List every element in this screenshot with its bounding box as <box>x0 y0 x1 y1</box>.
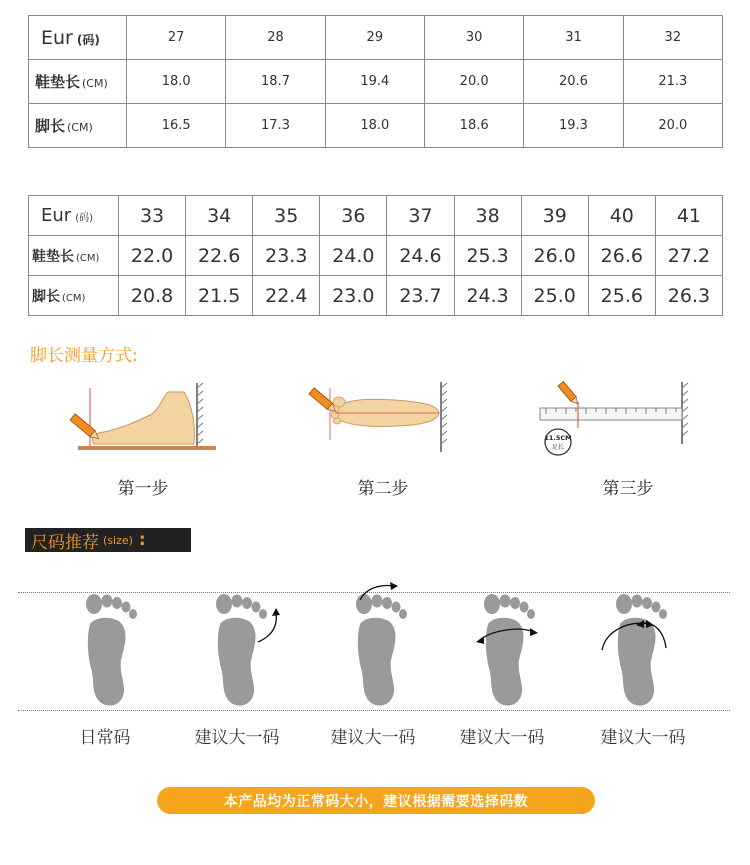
size-recommend-title: 尺码推荐 <box>31 532 99 553</box>
table-cell: 24.0 <box>320 236 387 276</box>
footprint-normal-icon <box>70 590 150 710</box>
table-cell: 20.8 <box>119 276 186 316</box>
table-cell: 22.0 <box>119 236 186 276</box>
foot-label-size-up-2: 建议大一码 <box>330 728 416 748</box>
table-cell: 19.4 <box>325 60 424 104</box>
table-cell: 29 <box>325 16 424 60</box>
table-cell: 18.0 <box>127 60 226 104</box>
table-row-eur <box>29 196 723 236</box>
table-cell: 39 <box>521 196 588 236</box>
ruler-badge-value: 11.5CM <box>544 434 572 442</box>
row-header-insole: 鞋垫长 (CM) <box>29 236 119 276</box>
footprint-high-instep-icon <box>600 586 690 710</box>
table-cell: 24.6 <box>387 236 454 276</box>
foot-label-normal: 日常码 <box>79 728 131 748</box>
table-cell: 27 <box>127 16 226 60</box>
table-cell: 26.0 <box>521 236 588 276</box>
table-row-insole <box>29 60 723 104</box>
size-recommend-header <box>25 528 191 552</box>
size-table-small <box>28 15 723 148</box>
table-cell: 34 <box>186 196 253 236</box>
table-cell: 25.0 <box>521 276 588 316</box>
table-cell: 20.0 <box>623 104 722 148</box>
footer-note-badge: 本产品均为正常码大小，建议根据需要选择码数 <box>157 787 595 814</box>
table-cell: 28 <box>226 16 325 60</box>
size-recommend-colon: : <box>138 530 146 550</box>
table-cell: 25.6 <box>588 276 655 316</box>
table-cell: 19.3 <box>524 104 623 148</box>
foot-label-size-up-1: 建议大一码 <box>194 728 280 748</box>
dotted-divider-bottom <box>18 710 730 711</box>
foot-label-size-up-3: 建议大一码 <box>459 728 545 748</box>
table-cell: 18.0 <box>325 104 424 148</box>
step2-illustration <box>305 380 450 455</box>
table-cell: 20.6 <box>524 60 623 104</box>
step2-label: 第二步 <box>357 479 409 499</box>
table-cell: 32 <box>623 16 722 60</box>
table-cell: 31 <box>524 16 623 60</box>
table-row-eur <box>29 16 723 60</box>
step3-label: 第三步 <box>602 479 654 499</box>
table-cell: 22.4 <box>253 276 320 316</box>
row-header-insole: 鞋垫长 (CM) <box>29 60 127 104</box>
table-cell: 18.7 <box>226 60 325 104</box>
table-cell: 24.3 <box>454 276 521 316</box>
table-cell: 30 <box>424 16 523 60</box>
table-cell: 21.5 <box>186 276 253 316</box>
table-row-insole <box>29 236 723 276</box>
step3-illustration <box>536 378 696 463</box>
foot-label-size-up-4: 建议大一码 <box>600 728 686 748</box>
step1-label: 第一步 <box>117 479 169 499</box>
table-cell: 33 <box>119 196 186 236</box>
ruler-badge-unit: 足长 <box>551 444 565 451</box>
table-cell: 40 <box>588 196 655 236</box>
table-cell: 25.3 <box>454 236 521 276</box>
footprint-wide-forefoot-icon <box>200 586 290 710</box>
size-recommend-en: (size) <box>103 533 133 547</box>
size-table-large <box>28 195 723 316</box>
table-cell: 22.6 <box>186 236 253 276</box>
table-cell: 37 <box>387 196 454 236</box>
row-header-eur: Eur (码) <box>29 196 119 236</box>
table-cell: 27.2 <box>655 236 722 276</box>
step1-illustration <box>60 378 220 458</box>
table-cell: 23.0 <box>320 276 387 316</box>
table-cell: 23.7 <box>387 276 454 316</box>
footprint-high-toe-icon <box>340 580 430 710</box>
table-cell: 26.3 <box>655 276 722 316</box>
table-cell: 23.3 <box>253 236 320 276</box>
footprint-wide-foot-icon <box>468 586 558 710</box>
table-cell: 20.0 <box>424 60 523 104</box>
table-cell: 41 <box>655 196 722 236</box>
table-cell: 16.5 <box>127 104 226 148</box>
table-cell: 35 <box>253 196 320 236</box>
table-row-foot <box>29 104 723 148</box>
table-cell: 17.3 <box>226 104 325 148</box>
table-cell: 36 <box>320 196 387 236</box>
table-cell: 26.6 <box>588 236 655 276</box>
table-row-foot <box>29 276 723 316</box>
row-header-eur: Eur (码) <box>29 16 127 60</box>
table-cell: 18.6 <box>424 104 523 148</box>
row-header-foot: 脚长 (CM) <box>29 104 127 148</box>
table-cell: 21.3 <box>623 60 722 104</box>
measure-title: 脚长测量方式: <box>30 346 138 366</box>
row-header-foot: 脚长 (CM) <box>29 276 119 316</box>
table-cell: 38 <box>454 196 521 236</box>
